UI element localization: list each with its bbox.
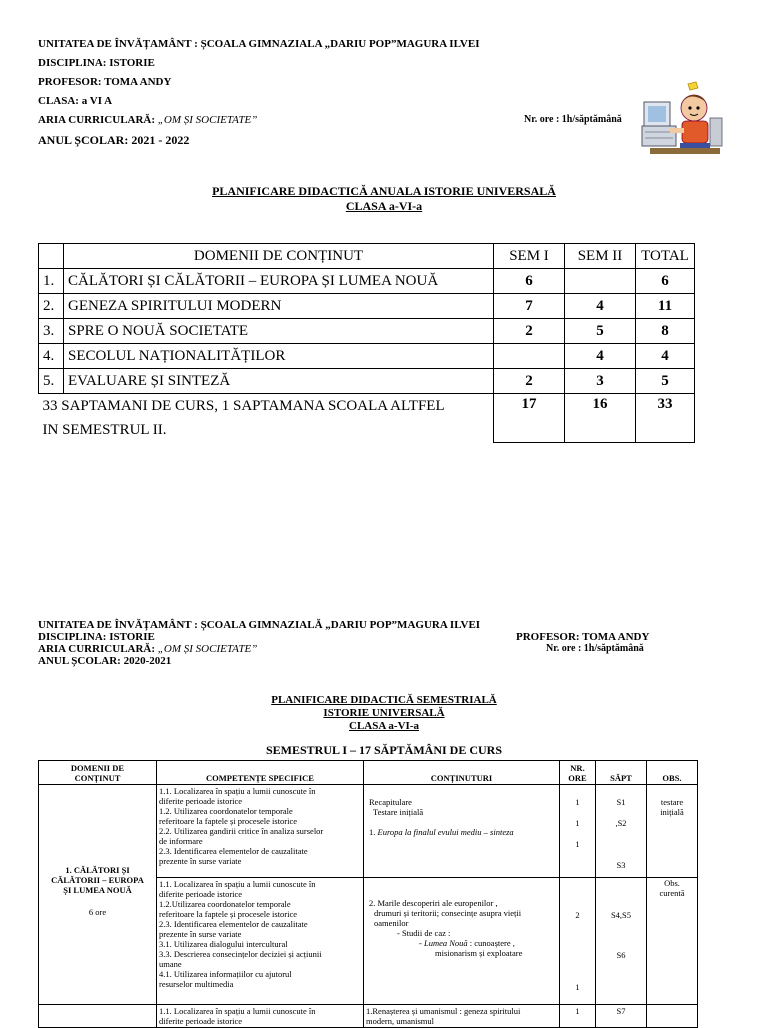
competence-line: 1.1. Localizarea în spațiu a lumii cunoscute în xyxy=(159,1006,316,1016)
competence-line: 2.3. Identificarea elementelor de cauzalitate xyxy=(159,919,308,929)
annual-table xyxy=(38,243,695,443)
content-item-1-nr: 1. xyxy=(369,827,378,837)
row-sem1: 7 xyxy=(494,294,565,319)
content-item-1 xyxy=(369,827,557,837)
competence-line: prezente în surse variate xyxy=(159,929,242,939)
footer-line-2: IN SEMESTRUL II. xyxy=(42,422,167,438)
school-year-2: ANUL ȘCOLAR: 2020-2021 xyxy=(38,655,172,667)
header-hours-l1: NR. xyxy=(570,762,585,773)
school-year: ANUL ȘCOLAR: 2021 - 2022 xyxy=(38,133,190,147)
content-item-1-text: Europa la finalul evului mediu – sinteza xyxy=(377,827,514,837)
content-dash: - xyxy=(419,938,424,948)
header-domains-l2: CONȚINUT xyxy=(74,772,121,783)
row-domain: CĂLĂTORI ȘI CĂLĂTORII – EUROPA ȘI LUMEA NOUĂ xyxy=(64,269,494,294)
competence-line: umane xyxy=(159,959,182,969)
header-contents: CONȚINUTURI xyxy=(364,761,560,785)
weeks-block-3: S7 xyxy=(596,1005,647,1028)
content-line: 2. Marile descoperiri ale europenilor , xyxy=(369,898,498,908)
hours-value: 1 xyxy=(575,839,580,849)
header-sem1: SEM I xyxy=(494,244,565,269)
curricular-area-label-2: ARIA CURRICULARĂ: xyxy=(38,643,158,655)
annual-table-header xyxy=(39,244,695,269)
semester-plan-class: CLASA a-VI-a xyxy=(349,720,419,732)
teacher-2: PROFESOR: TOMA ANDY xyxy=(516,631,650,643)
content-line: oamenilor xyxy=(374,918,409,928)
header-total: TOTAL xyxy=(636,244,695,269)
row-domain: SECOLUL NAȚIONALITĂȚILOR xyxy=(64,344,494,369)
competence-line: diferite perioade istorice xyxy=(159,1016,243,1026)
semester-plan-title: PLANIFICARE DIDACTICĂ SEMESTRIALĂ xyxy=(271,694,497,706)
obs-block-1 xyxy=(647,785,698,878)
student-computer-icon xyxy=(640,78,726,160)
domain-1-hours: 6 ore xyxy=(88,907,107,917)
hours-value: 1 xyxy=(575,818,580,828)
content-new-world: Lumea Nouă xyxy=(423,938,468,948)
row-sem1: 2 xyxy=(494,369,565,394)
content-line: 1.Renașterea și umanismul : geneza spiritului xyxy=(366,1006,521,1016)
row-total: 4 xyxy=(636,344,695,369)
week-value: S1 xyxy=(616,797,626,807)
row-sem1: 6 xyxy=(494,269,565,294)
weeks-block-1 xyxy=(596,785,647,878)
competence-line: 1.2.Utilizarea coordonatelor temporale xyxy=(159,899,291,909)
domain-1-l3: ȘI LUMEA NOUĂ xyxy=(63,885,132,895)
competence-line: 3.3. Descrierea consecințelor deciziei și acțiunii xyxy=(159,949,322,959)
annual-plan-class: CLASA a-VI-a xyxy=(345,199,423,213)
row-domain: EVALUARE ȘI SINTEZĂ xyxy=(64,369,494,394)
obs-line: inițială xyxy=(660,807,684,817)
content-line: - Studii de caz : xyxy=(397,928,451,938)
week-value: ,S2 xyxy=(615,818,627,828)
row-number: 5. xyxy=(39,369,64,394)
curricular-area-2 xyxy=(38,643,257,655)
content-line: misionarism și exploatare xyxy=(435,948,523,958)
competence-line: 1.2. Utilizarea coordonatelor temporale xyxy=(159,806,293,816)
row-domain: GENEZA SPIRITULUI MODERN xyxy=(64,294,494,319)
hours-value: 1 xyxy=(575,797,580,807)
competence-line: referitoare la faptele și procesele istorice xyxy=(159,909,298,919)
contents-block-2 xyxy=(364,878,560,1005)
table-row xyxy=(39,269,695,294)
hours-per-week-2: Nr. ore : 1h/săptămână xyxy=(546,643,644,654)
domain-1-l1: 1. CĂLĂTORI ȘI xyxy=(65,865,130,875)
domain-2-cell xyxy=(39,1005,157,1028)
obs-line: curentă xyxy=(659,888,685,898)
competence-line: 1.1. Localizarea în spațiu a lumii cunoscute în xyxy=(159,879,316,889)
school-unit: UNITATEA DE ÎNVĂȚAMÂNT : ȘCOALA GIMNAZIALA „DARIU POP”MAGURA ILVEI xyxy=(38,38,480,50)
semester-table-header xyxy=(39,761,698,785)
row-sem2: 4 xyxy=(565,344,636,369)
hours-block-1 xyxy=(560,785,596,878)
semester-plan-subject: ISTORIE UNIVERSALĂ xyxy=(323,707,445,719)
obs-block-2 xyxy=(647,878,698,1005)
content-recap: Recapitulare xyxy=(369,797,412,807)
competence-line: referitoare la faptele și procesele istorice xyxy=(159,816,298,826)
row-number: 1. xyxy=(39,269,64,294)
week-value: S6 xyxy=(616,950,626,960)
obs-block-3 xyxy=(647,1005,698,1028)
obs-line: testare xyxy=(660,797,684,807)
discipline: DISCIPLINA: ISTORIE xyxy=(38,57,155,69)
discipline-2: DISCIPLINA: ISTORIE xyxy=(38,631,155,643)
row-sem1 xyxy=(494,344,565,369)
competence-line: diferite perioade istorice xyxy=(159,796,243,806)
competence-line: 4.1. Utilizarea informațiilor cu ajutorul xyxy=(159,969,292,979)
row-sem2: 4 xyxy=(565,294,636,319)
footer-sem1: 17 xyxy=(494,394,565,443)
domain-1-cell xyxy=(39,785,157,1005)
competence-line: de informare xyxy=(159,836,203,846)
table-row xyxy=(39,344,695,369)
hours-per-week: Nr. ore : 1h/săptămână xyxy=(524,114,622,125)
content-test: Testare inițială xyxy=(373,807,424,817)
competence-line: 2.3. Identificarea elementelor de cauzalitate xyxy=(159,846,308,856)
weeks-block-2 xyxy=(596,878,647,1005)
header-domains-l1: DOMENII DE xyxy=(70,762,125,773)
obs-line: Obs. xyxy=(664,878,680,888)
curricular-area xyxy=(38,114,257,126)
header-hours-l2: ORE xyxy=(568,772,587,783)
table-row xyxy=(39,319,695,344)
footer-weeks-note xyxy=(39,394,494,443)
curricular-area-value-2: „OM ȘI SOCIETATE” xyxy=(157,643,258,655)
content-rest: : cunoaștere , xyxy=(467,938,515,948)
content-line: modern, umanismul xyxy=(366,1016,434,1026)
contents-block-1 xyxy=(364,785,560,878)
table-row xyxy=(39,294,695,319)
row-sem2: 3 xyxy=(565,369,636,394)
table-row xyxy=(39,1005,698,1028)
competence-line: resurselor multimedia xyxy=(159,979,234,989)
hours-block-3: 1 xyxy=(560,1005,596,1028)
competence-line: 2.2. Utilizarea gandirii critice în analiza surselor xyxy=(159,826,324,836)
competences-block-1 xyxy=(157,785,364,878)
row-number: 4. xyxy=(39,344,64,369)
row-sem2 xyxy=(565,269,636,294)
contents-block-3 xyxy=(364,1005,560,1028)
curricular-area-value: „OM ȘI SOCIETATE” xyxy=(157,114,258,126)
competences-block-3 xyxy=(157,1005,364,1028)
row-total: 6 xyxy=(636,269,695,294)
row-sem1: 2 xyxy=(494,319,565,344)
footer-total: 33 xyxy=(636,394,695,443)
semester-heading: SEMESTRUL I – 17 SĂPTĂMÂNI DE CURS xyxy=(265,743,503,757)
row-number: 2. xyxy=(39,294,64,319)
competence-line: 1.1. Localizarea în spațiu a lumii cunoscute în xyxy=(159,786,316,796)
row-total: 5 xyxy=(636,369,695,394)
row-total: 8 xyxy=(636,319,695,344)
teacher: PROFESOR: TOMA ANDY xyxy=(38,76,172,88)
week-value: S4,S5 xyxy=(610,910,632,920)
row-domain: SPRE O NOUĂ SOCIETATE xyxy=(64,319,494,344)
competence-line: diferite perioade istorice xyxy=(159,889,243,899)
row-total: 11 xyxy=(636,294,695,319)
row-sem2: 5 xyxy=(565,319,636,344)
header-obs: OBS. xyxy=(647,761,698,785)
week-value: S3 xyxy=(616,860,626,870)
annual-table-footer xyxy=(39,394,695,443)
header-competences: COMPETENȚE SPECIFICE xyxy=(157,761,364,785)
competences-block-2 xyxy=(157,878,364,1005)
school-unit-2: UNITATEA DE ÎNVĂȚAMÂNT : ȘCOALA GIMNAZIALĂ „DARIU POP”MAGURA ILVEI xyxy=(38,619,481,631)
hours-value: 2 xyxy=(575,910,580,920)
row-number: 3. xyxy=(39,319,64,344)
curricular-area-label: ARIA CURRICULARĂ: xyxy=(38,114,158,126)
domain-1-l2: CĂLĂTORII – EUROPA xyxy=(51,875,144,885)
class: CLASA: a VI A xyxy=(38,95,113,107)
competence-line: prezente în surse variate xyxy=(159,856,242,866)
header-domains: DOMENII DE CONȚINUT xyxy=(64,244,494,269)
annual-plan-title: PLANIFICARE DIDACTICĂ ANUALA ISTORIE UNIVERSALĂ xyxy=(212,184,556,198)
semester-table xyxy=(38,760,698,1028)
header-week: SĂPT xyxy=(596,761,647,785)
content-line xyxy=(369,938,557,948)
header-sem2: SEM II xyxy=(565,244,636,269)
content-line: drumuri și teritorii; consecințe asupra vieții xyxy=(374,908,522,918)
hours-block-2 xyxy=(560,878,596,1005)
header-hours xyxy=(560,761,596,785)
hours-value: 1 xyxy=(575,982,580,992)
footer-sem2: 16 xyxy=(565,394,636,443)
competence-line: 3.1. Utilizarea dialogului intercultural xyxy=(159,939,288,949)
header-domains-col xyxy=(39,761,157,785)
table-row xyxy=(39,369,695,394)
footer-line-1: 33 SAPTAMANI DE CURS, 1 SAPTAMANA SCOALA ALTFEL xyxy=(42,398,445,414)
table-row xyxy=(39,785,698,878)
